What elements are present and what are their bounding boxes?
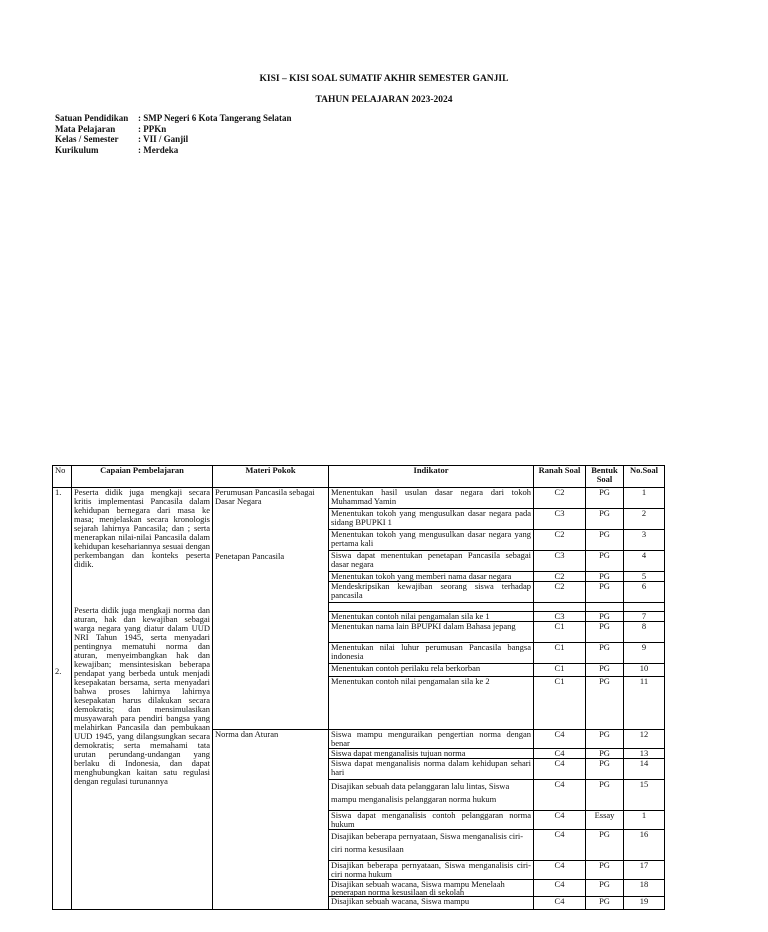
indikator-cell: Menentukan contoh nilai pengamalan sila ke 1	[329, 612, 534, 622]
nosoal-cell: 17	[624, 861, 665, 880]
ranah-cell: C4	[534, 880, 586, 897]
meta-value: : VII / Ganjil	[138, 134, 189, 144]
indikator-cell: Menentukan tokoh yang mengusulkan dasar negara pada sidang BPUPKI 1	[329, 509, 534, 530]
ranah-cell: C2	[534, 530, 586, 551]
nosoal-cell: 11	[624, 677, 665, 730]
materi-text: Perumusan Pancasila sebagai Dasar Negara	[215, 487, 315, 506]
capaian-text: Peserta didik juga mengkaji norma dan aturan, hak dan kewajiban sebagai warga negara yang diatur dalam UUD NRI Tahun 1945, serta menyadari pentingnya mematuhi norma dan aturan, menyeimbangkan hak dan kewajiban; mensintesiskan beberapa pendapat yang berbeda untuk menjadi kesepakatan bersama, serta menyadari bahwa proses lahirnya lahirnya kesepakatan harus dilakukan secara demokratis; dan mensimulasikan musyawarah para pendiri bangsa yang melahirkan Pancasila dan pembukaan UUD 1945, yang dilangsungkan secara demokratis; serta memahami tata urutan perundang-undangan yang berlaku di Indonesia, dan dapat menghubungkan kaitan satu regulasi dengan regulasi turunannya	[74, 605, 210, 786]
indikator-cell: Menentukan contoh perilaku rela berkorban	[329, 664, 534, 677]
col-header-indikator: Indikator	[329, 466, 534, 488]
nosoal-cell: 3	[624, 530, 665, 551]
indikator-cell: Disajikan sebuah wacana, Siswa mampu	[329, 897, 534, 910]
kisi-table	[52, 465, 665, 910]
materi-text: Penetapan Pancasila	[215, 551, 285, 561]
nosoal-cell: 16	[624, 830, 665, 861]
bentuk-cell: PG	[586, 897, 624, 910]
col-header-nosoal: No.Soal	[624, 466, 665, 488]
document-title: KISI – KISI SOAL SUMATIF AKHIR SEMESTER GANJIL	[259, 74, 509, 84]
meta-row	[55, 134, 292, 145]
materi-text: Norma dan Aturan	[215, 729, 279, 739]
nosoal-cell: 19	[624, 897, 665, 910]
bentuk-cell: PG	[586, 749, 624, 759]
bentuk-cell: PG	[586, 622, 624, 643]
indikator-cell: Disajikan beberapa pernyataan, Siswa menganalisis ciri-ciri norma kesusilaan	[329, 830, 534, 861]
nosoal-cell: 9	[624, 643, 665, 664]
bentuk-cell: PG	[586, 880, 624, 897]
indikator-cell: Siswa mampu menguraikan pengertian norma dengan benar	[329, 730, 534, 749]
indikator-cell: Mendeskripsikan kewajiban seorang siswa terhadap pancasila	[329, 582, 534, 603]
col-header-materi: Materi Pokok	[213, 466, 329, 488]
nosoal-cell: 1	[624, 811, 665, 830]
indikator-cell: Disajikan sebuah data pelanggaran lalu lintas, Siswa mampu menganalisis pelanggaran norma hukum	[329, 780, 534, 811]
nosoal-cell: 13	[624, 749, 665, 759]
meta-row	[55, 145, 292, 156]
capaian-text: Peserta didik juga mengkaji secara kritis implementasi Pancasila dalam kehidupan bernegara dari masa ke masa; menjelaskan secara kronologis sejarah lahirnya Pancasila; dan ; serta menerapkan nilai-nilai Pancasila dalam kehidupan kesehariannya sesuai dengan perkembangan dan konteks peserta didik.	[74, 487, 210, 569]
nosoal-cell: 6	[624, 582, 665, 603]
bentuk-cell: PG	[586, 730, 624, 749]
ranah-cell: C4	[534, 897, 586, 910]
bentuk-cell: PG	[586, 780, 624, 811]
indikator-cell: Siswa dapat menganalisis contoh pelanggaran norma hukum	[329, 811, 534, 830]
indikator-cell: Disajikan sebuah wacana, Siswa mampu Menelaah penerapan norma kesusilaan di sekolah	[329, 880, 534, 897]
bentuk-cell: PG	[586, 861, 624, 880]
ranah-cell: C1	[534, 622, 586, 643]
ranah-cell: C4	[534, 780, 586, 811]
indikator-cell: Menentukan nama lain BPUPKI dalam Bahasa jepang	[329, 622, 534, 643]
indikator-cell: Menentukan nilai luhur perumusan Pancasila bangsa indonesia	[329, 643, 534, 664]
ranah-cell: C1	[534, 677, 586, 730]
nosoal-cell: 10	[624, 664, 665, 677]
nosoal-cell: 2	[624, 509, 665, 530]
ranah-cell: C4	[534, 811, 586, 830]
table-header-row	[53, 466, 665, 488]
col-header-bentuk: Bentuk Soal	[586, 466, 624, 488]
nosoal-cell: 5	[624, 572, 665, 582]
bentuk-cell: PG	[586, 551, 624, 572]
bentuk-cell: PG	[586, 582, 624, 603]
bentuk-cell: PG	[586, 830, 624, 861]
col-header-capaian: Capaian Pembelajaran	[72, 466, 213, 488]
bentuk-cell: PG	[586, 509, 624, 530]
materi-cell	[213, 488, 329, 730]
col-header-ranah: Ranah Soal	[534, 466, 586, 488]
ranah-cell: C4	[534, 749, 586, 759]
bentuk-cell: PG	[586, 488, 624, 509]
ranah-cell: C3	[534, 509, 586, 530]
meta-value: : SMP Negeri 6 Kota Tangerang Selatan	[138, 113, 292, 123]
capaian-cell	[72, 488, 213, 910]
meta-row	[55, 113, 292, 124]
bentuk-cell: Essay	[586, 811, 624, 830]
ranah-cell: C4	[534, 830, 586, 861]
meta-key: Kelas / Semester	[55, 134, 119, 144]
meta-key: Satuan Pendidikan	[55, 113, 129, 123]
meta-value: : Merdeka	[138, 144, 179, 155]
nosoal-cell: 4	[624, 551, 665, 572]
nosoal-cell: 15	[624, 780, 665, 811]
no-cell	[53, 488, 72, 910]
bentuk-cell: PG	[586, 530, 624, 551]
bentuk-cell: PG	[586, 572, 624, 582]
indikator-cell: Menentukan hasil usulan dasar negara dari tokoh Muhammad Yamin	[329, 488, 534, 509]
ranah-cell: C3	[534, 612, 586, 622]
nosoal-cell: 7	[624, 612, 665, 622]
meta-key: Kurikulum	[55, 144, 99, 155]
ranah-cell: C4	[534, 861, 586, 880]
ranah-cell: C2	[534, 488, 586, 509]
bentuk-cell: PG	[586, 612, 624, 622]
indikator-cell: Siswa dapat menganalisis tujuan norma	[329, 749, 534, 759]
bentuk-cell: PG	[586, 759, 624, 780]
nosoal-cell: 18	[624, 880, 665, 897]
ranah-cell: C3	[534, 551, 586, 572]
nosoal-cell: 8	[624, 622, 665, 643]
ranah-cell: C1	[534, 664, 586, 677]
meta-value: : PPKn	[138, 123, 167, 134]
materi-cell	[213, 730, 329, 910]
nosoal-cell: 14	[624, 759, 665, 780]
nosoal-cell: 12	[624, 730, 665, 749]
indikator-cell: Menentukan tokoh yang mengusulkan dasar negara yang pertama kali	[329, 530, 534, 551]
indikator-cell: Menentukan tokoh yang memberi nama dasar negara	[329, 572, 534, 582]
nosoal-cell: 1	[624, 488, 665, 509]
bentuk-cell: PG	[586, 643, 624, 664]
indikator-cell: Siswa dapat menentukan penetapan Pancasila sebagai dasar negara	[329, 551, 534, 572]
indikator-cell: Menentukan contoh nilai pengamalan sila ke 2	[329, 677, 534, 730]
col-header-no: No	[53, 466, 72, 488]
table-row	[53, 488, 665, 509]
row-number: 1.	[55, 487, 62, 497]
ranah-cell: C1	[534, 643, 586, 664]
meta-row	[55, 124, 292, 135]
bentuk-cell: PG	[586, 664, 624, 677]
ranah-cell: C2	[534, 572, 586, 582]
indikator-cell: Siswa dapat menganalisis norma dalam kehidupan sehari hari	[329, 759, 534, 780]
ranah-cell: C4	[534, 730, 586, 749]
document-meta	[55, 113, 292, 155]
indikator-cell: Disajikan beberapa pernyataan, Siswa menganalisis ciri-ciri norma hukum	[329, 861, 534, 880]
ranah-cell: C4	[534, 759, 586, 780]
row-number: 2.	[55, 666, 62, 676]
ranah-cell: C2	[534, 582, 586, 603]
school-year-title: TAHUN PELAJARAN 2023-2024	[315, 95, 453, 105]
meta-key: Mata Pelajaran	[55, 123, 116, 134]
bentuk-cell: PG	[586, 677, 624, 730]
